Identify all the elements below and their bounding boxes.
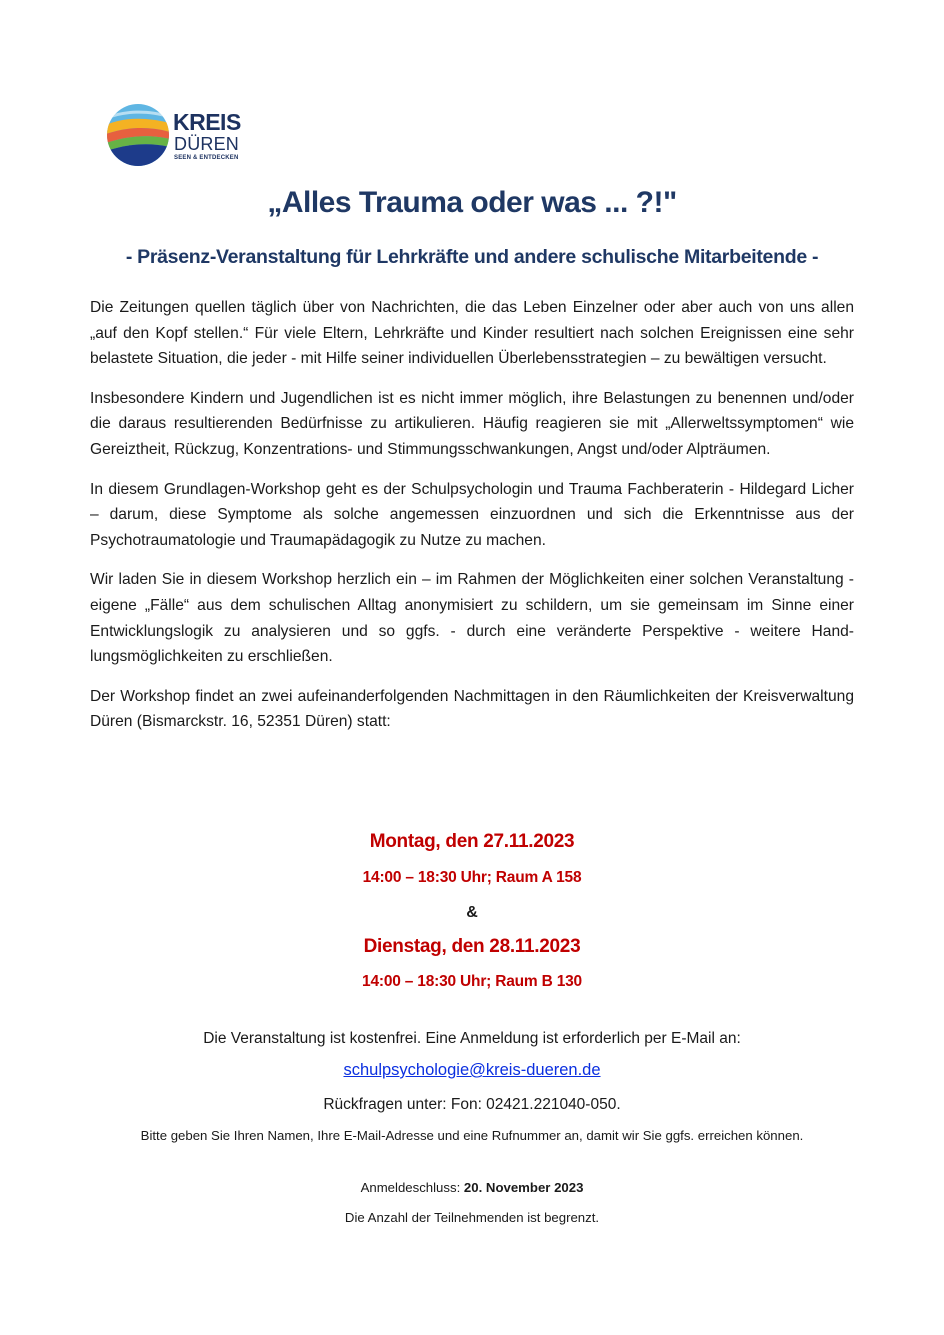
paragraph-workshop: In diesem Grundlagen-Workshop geht es der Schulpsychologin und Trauma Fachberaterin - Hildegard Licher – darum, diese Symptome als solche angemessen einzuordnen und sich die Erkenntnisse aus der Psychotraumatologie und Traumapädagogik zu Nutze zu machen. <box>90 480 854 549</box>
page-title: „Alles Trauma oder was ... ?!" <box>267 186 677 219</box>
paragraph-location: Der Workshop findet an zwei aufeinanderfolgenden Nachmittagen in den Räumlichkeiten der Kreisverwaltung Düren (Bismarckstr. 16, 52351 Düren) statt: <box>90 687 854 731</box>
phone-info: Rückfragen unter: Fon: 02421.221040-050. <box>323 1096 621 1113</box>
event-day-1: Montag, den 27.11.2023 <box>369 831 575 852</box>
deadline-date: 20. November 2023 <box>463 1180 584 1195</box>
event-time-1: 14:00 – 18:30 Uhr; Raum A 158 <box>362 869 582 886</box>
registration-note: Die Veranstaltung ist kostenfrei. Eine Anmeldung ist erforderlich per E-Mail an: <box>203 1030 741 1047</box>
email-link[interactable]: schulpsychologie@kreis-dueren.de <box>343 1061 601 1079</box>
logo-word-dueren: DÜREN <box>174 134 240 154</box>
deadline-label: Anmeldeschluss: <box>360 1180 461 1195</box>
participant-limit: Die Anzahl der Teilnehmenden ist begrenzt. <box>344 1210 600 1225</box>
paragraph-intro: Die Zeitungen quellen täglich über von Nachrichten, die das Leben Einzelner oder aber auch von uns allen „auf den Kopf stellen.“ Für viele Eltern, Lehrkräfte und Kinder resultiert nach solchen Ereignissen eine sehr belastete Situation, die jeder - mit Hilfe seiner individuellen Überlebensstrategien – zu bewältigen versucht. <box>90 299 854 368</box>
email-row <box>0 1061 944 1080</box>
page-subtitle: - Präsenz-Veranstaltung für Lehrkräfte und andere schulische Mitarbeitende - <box>125 246 819 268</box>
deadline <box>0 1180 944 1195</box>
event-day-2: Dienstag, den 28.11.2023 <box>363 936 581 957</box>
event-separator: & <box>466 904 478 921</box>
paragraph-invitation: Wir laden Sie in diesem Workshop herzlich ein – im Rahmen der Möglichkeiten einer solchen Veranstaltung - eigene „Fälle“ aus dem schulischen Alltag anonymisiert zu schildern, um sie gemeinsam im Sinne einer Entwicklungslogik zu analysieren und so ggfs. - durch eine veränderte Perspektive - weitere Handlungsmöglichkeiten zu erschließen. <box>90 571 854 666</box>
body-text <box>90 295 854 749</box>
logo-tagline: SEEN & ENTDECKEN <box>174 155 239 161</box>
logo-mark-icon <box>106 103 170 167</box>
kreis-dueren-logo <box>106 103 241 171</box>
registration-instructions: Bitte geben Sie Ihren Namen, Ihre E-Mail-Adresse und eine Rufnummer an, damit wir Sie ggfs. erreichen können. <box>140 1128 804 1143</box>
event-time-2: 14:00 – 18:30 Uhr; Raum B 130 <box>362 973 582 990</box>
paragraph-children: Insbesondere Kindern und Jugendlichen ist es nicht immer möglich, ihre Belastungen zu benennen und/oder die daraus resultierenden Bedürfnisse zu artikulieren. Häufig reagieren sie mit „Allerweltssymptomen“ wie Gereiztheit, Rückzug, Konzentrations- und Stimmungsschwankungen, Angst und/oder Alpträumen. <box>90 389 854 458</box>
logo-word-kreis: KREIS <box>173 109 241 135</box>
